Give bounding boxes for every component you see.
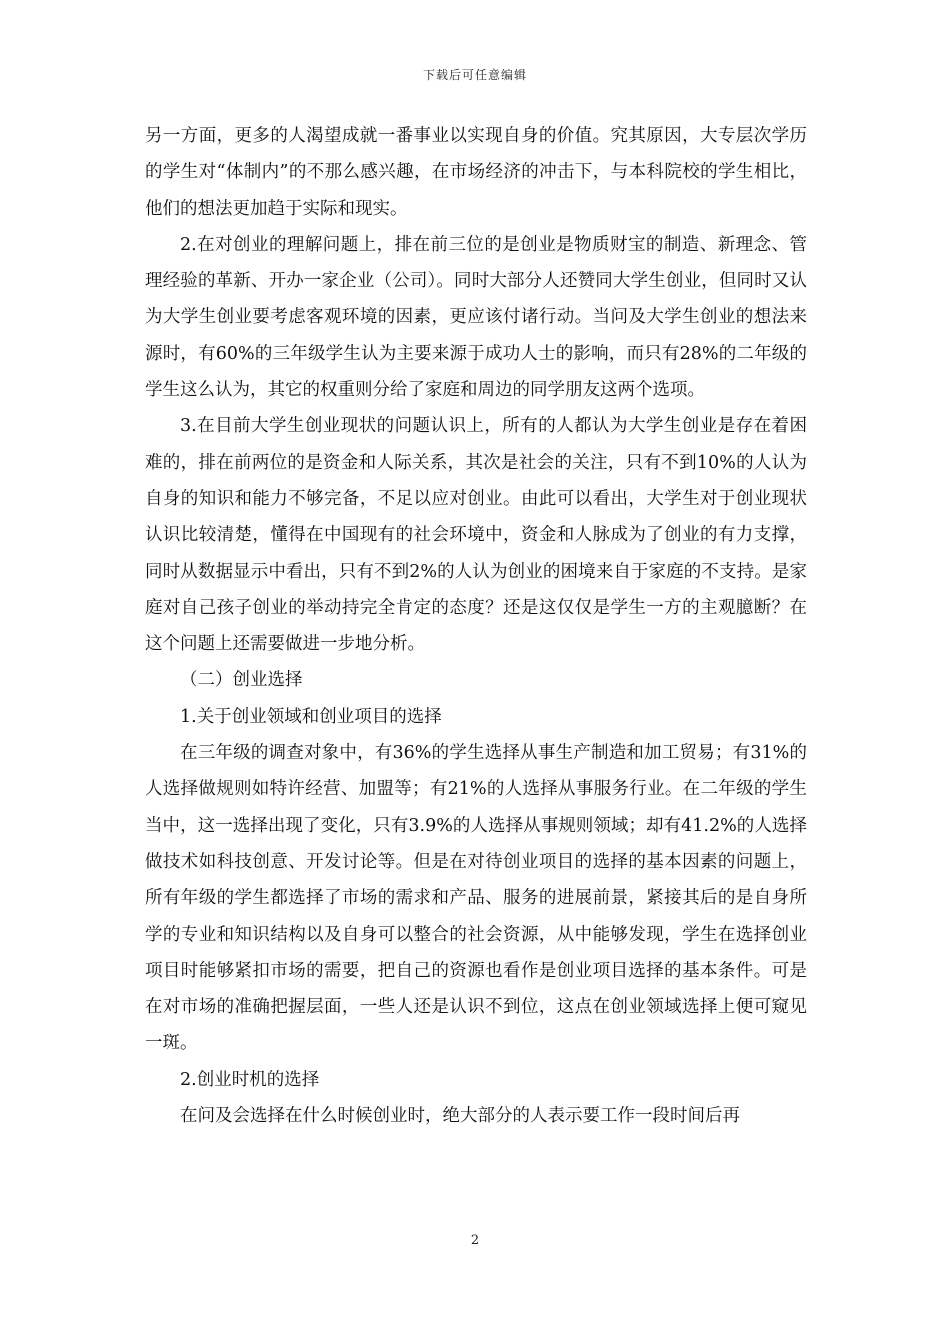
paragraph: 另一方面，更多的人渴望成就一番事业以实现自身的价值。究其原因，大专层次学历的学生对“体制内”的不那么感兴趣，在市场经济的冲击下，与本科院校的学生相比，他们的想法更加趋于实际和现实。 bbox=[145, 126, 807, 219]
paragraph: 在三年级的调查对象中，有36%的学生选择从事生产制造和加工贸易；有31%的人选择做规则如特许经营、加盟等；有21%的人选择从事服务行业。在二年级的学生当中，这一选择出现了变化，只有3.9%的人选择从事规则领域；却有41.2%的人选择做技术如科技创意、开发讨论等。但是在对待创业项目的选择的基本因素的问题上，所有年级的学生都选择了市场的需求和产品、服务的进展前景，紧接其后的是自身所学的专业和知识结构以及自身可以整合的社会资源，从中能够发现，学生在选择创业项目时能够紧扣市场的需要，把自己的资源也看作是创业项目选择的基本条件。可是在对市场的准确把握层面，一些人还是认识不到位，这点在创业领域选择上便可窥见一斑。 bbox=[145, 743, 807, 1054]
page-header: 下载后可任意编辑 bbox=[422, 68, 527, 82]
subsection-heading: 1.关于创业领域和创业项目的选择 bbox=[180, 706, 442, 727]
section-heading: （二）创业选择 bbox=[180, 670, 303, 691]
paragraph: 2.在对创业的理解问题上，排在前三位的是创业是物质财宝的制造、新理念、管理经验的革新、开办一家企业（公司）。同时大部分人还赞同大学生创业，但同时又认为大学生创业要考虑客观环境的因素，更应该付诸行动。当问及大学生创业的想法来源时，有60%的三年级学生认为主要来源于成功人士的影响，而只有28%的二年级的学生这么认为，其它的权重则分给了家庭和周边的同学朋友这两个选项。 bbox=[145, 234, 807, 401]
body-text bbox=[145, 118, 807, 1134]
page-number: 2 bbox=[470, 1233, 480, 1248]
paragraph: 3.在目前大学生创业现状的问题认识上，所有的人都认为大学生创业是存在着困难的，排在前两位的是资金和人际关系，其次是社会的关注，只有不到10%的人认为自身的知识和能力不够完备，不足以应对创业。由此可以看出，大学生对于创业现状认识比较清楚，懂得在中国现有的社会环境中，资金和人脉成为了创业的有力支撑，同时从数据显示中看出，只有不到2%的人认为创业的困境来自于家庭的不支持。是家庭对自己孩子创业的举动持完全肯定的态度？还是这仅仅是学生一方的主观臆断？在这个问题上还需要做进一步地分析。 bbox=[145, 416, 807, 655]
subsection-heading: 2.创业时机的选择 bbox=[180, 1069, 320, 1090]
paragraph: 在问及会选择在什么时候创业时，绝大部分的人表示要工作一段时间后再 bbox=[180, 1106, 740, 1127]
